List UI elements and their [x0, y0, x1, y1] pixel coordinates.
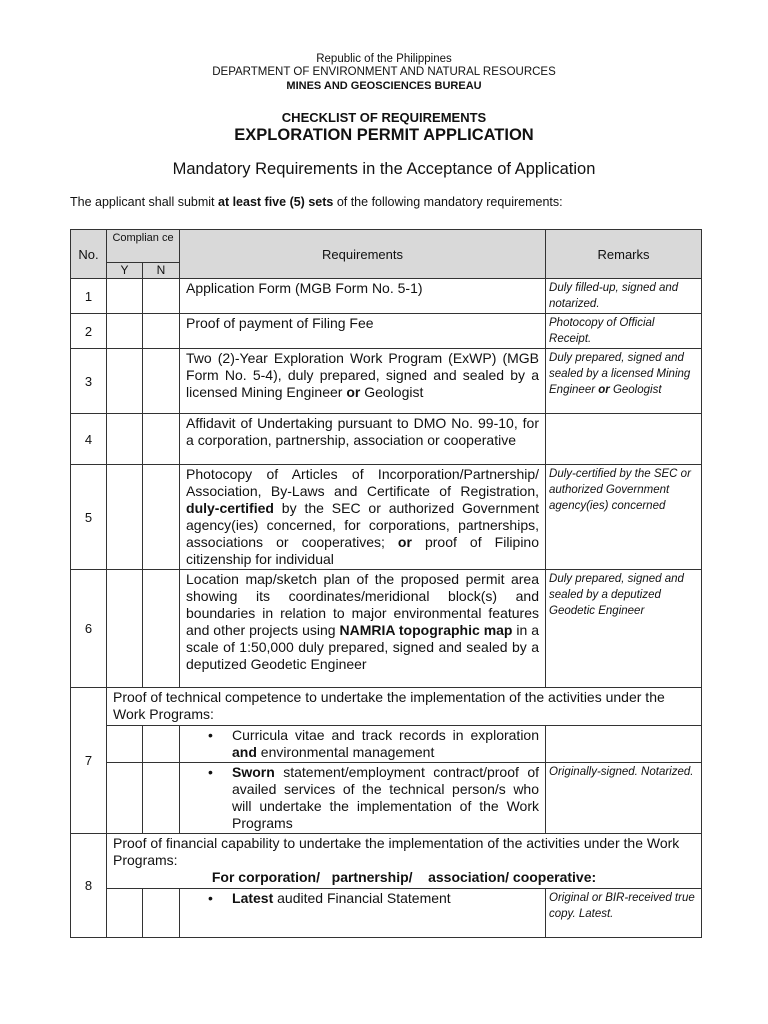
no-checkbox-cell[interactable]	[143, 465, 180, 570]
no-checkbox-cell[interactable]	[143, 349, 180, 414]
remarks-text: Original or BIR-received true copy. Latest.	[546, 889, 702, 938]
yes-checkbox-cell[interactable]	[107, 349, 143, 414]
table-subrow	[71, 763, 702, 834]
document-subtitle: Mandatory Requirements in the Acceptance of Application	[172, 160, 596, 178]
row-number: 5	[71, 465, 107, 570]
no-checkbox-cell[interactable]	[143, 763, 180, 834]
table-row	[71, 688, 702, 726]
header-requirements: Requirements	[180, 230, 546, 279]
requirement-text: Two (2)-Year Exploration Work Program (ExWP) (MGB Form No. 5-4), duly prepared, signed and sealed by a licensed Mining Engineer or Geologist	[180, 349, 546, 414]
no-checkbox-cell[interactable]	[143, 726, 180, 763]
table-subrow	[71, 726, 702, 763]
header-remarks: Remarks	[546, 230, 702, 279]
yes-checkbox-cell[interactable]	[107, 279, 143, 314]
remarks-text	[546, 414, 702, 465]
yes-checkbox-cell[interactable]	[107, 414, 143, 465]
row-number: 4	[71, 414, 107, 465]
yes-checkbox-cell[interactable]	[107, 763, 143, 834]
table-row	[71, 570, 702, 688]
header-no-compliance: N	[143, 263, 180, 279]
no-checkbox-cell[interactable]	[143, 279, 180, 314]
yes-checkbox-cell[interactable]	[107, 889, 143, 938]
checklist-heading: CHECKLIST OF REQUIREMENTS	[281, 110, 487, 125]
table-row	[71, 349, 702, 414]
header-republic: Republic of the Philippines	[316, 53, 452, 65]
remarks-text	[546, 726, 702, 763]
table-row	[71, 465, 702, 570]
requirement-text: Application Form (MGB Form No. 5-1)	[180, 279, 546, 314]
yes-checkbox-cell[interactable]	[107, 314, 143, 349]
section-intro-text: Proof of financial capability to undertake the implementation of the activities under the Work Programs: For corporation/ partnership/ association/ cooperative:	[107, 834, 702, 889]
yes-checkbox-cell[interactable]	[107, 726, 143, 763]
bullet-item: • Latest audited Financial Statement	[180, 889, 546, 938]
remarks-text: Duly filled-up, signed and notarized.	[546, 279, 702, 314]
table-row	[71, 414, 702, 465]
row-number: 6	[71, 570, 107, 688]
remarks-text: Photocopy of Official Receipt.	[546, 314, 702, 349]
table-row	[71, 279, 702, 314]
yes-checkbox-cell[interactable]	[107, 465, 143, 570]
header-department: DEPARTMENT OF ENVIRONMENT AND NATURAL RESOURCES	[212, 66, 556, 78]
bullet-item: • Sworn statement/employment contract/proof of availed services of the technical person/s who will undertake the implementation of the Work Programs	[180, 763, 546, 834]
table-subrow	[71, 889, 702, 938]
row-number: 3	[71, 349, 107, 414]
section-intro-text: Proof of technical competence to undertake the implementation of the activities under the Work Programs:	[107, 688, 702, 726]
header-no: No.	[71, 230, 107, 279]
bullet-icon: •	[208, 764, 213, 780]
header-yes: Y	[107, 263, 143, 279]
remarks-text: Duly prepared, signed and sealed by a deputized Geodetic Engineer	[546, 570, 702, 688]
table-row	[71, 834, 702, 889]
remarks-text: Duly prepared, signed and sealed by a licensed Mining Engineer or Geologist	[546, 349, 702, 414]
no-checkbox-cell[interactable]	[143, 314, 180, 349]
no-checkbox-cell[interactable]	[143, 889, 180, 938]
no-checkbox-cell[interactable]	[143, 570, 180, 688]
remarks-text: Originally-signed. Notarized.	[546, 763, 702, 834]
requirement-text: Photocopy of Articles of Incorporation/Partnership/ Association, By-Laws and Certificate of Registration, duly-certified by the SEC or authorized Government agency(ies) concerned, for corporations, partnerships, associations or cooperatives; or proof of Filipino citizenship for individual	[180, 465, 546, 570]
requirement-text: Proof of payment of Filing Fee	[180, 314, 546, 349]
header-compliance: Complian ce	[107, 230, 180, 263]
row-number: 8	[71, 834, 107, 938]
header-bureau: MINES AND GEOSCIENCES BUREAU	[286, 80, 482, 92]
bullet-item: • Curricula vitae and track records in exploration and environmental management	[180, 726, 546, 763]
row-number: 2	[71, 314, 107, 349]
row-number: 1	[71, 279, 107, 314]
bullet-icon: •	[208, 890, 213, 906]
intro-text: The applicant shall submit at least five (5) sets of the following mandatory requirements:	[70, 195, 563, 209]
yes-checkbox-cell[interactable]	[107, 570, 143, 688]
table-row	[71, 314, 702, 349]
requirement-text: Location map/sketch plan of the proposed permit area showing its coordinates/meridional block(s) and boundaries in relation to major environmental features and other projects using NAMRIA topographic map in a scale of 1:50,000 duly prepared, signed and sealed by a deputized Geodetic Engineer	[180, 570, 546, 688]
section-subheading: For corporation/ partnership/ association/ cooperative:	[211, 869, 597, 885]
remarks-text: Duly-certified by the SEC or authorized Government agency(ies) concerned	[546, 465, 702, 570]
requirements-table	[70, 229, 702, 938]
no-checkbox-cell[interactable]	[143, 414, 180, 465]
table-header-row	[71, 230, 702, 263]
requirement-text: Affidavit of Undertaking pursuant to DMO No. 99-10, for a corporation, partnership, association or cooperative	[180, 414, 546, 465]
row-number: 7	[71, 688, 107, 834]
document-title: EXPLORATION PERMIT APPLICATION	[234, 126, 534, 144]
bullet-icon: •	[208, 727, 213, 743]
